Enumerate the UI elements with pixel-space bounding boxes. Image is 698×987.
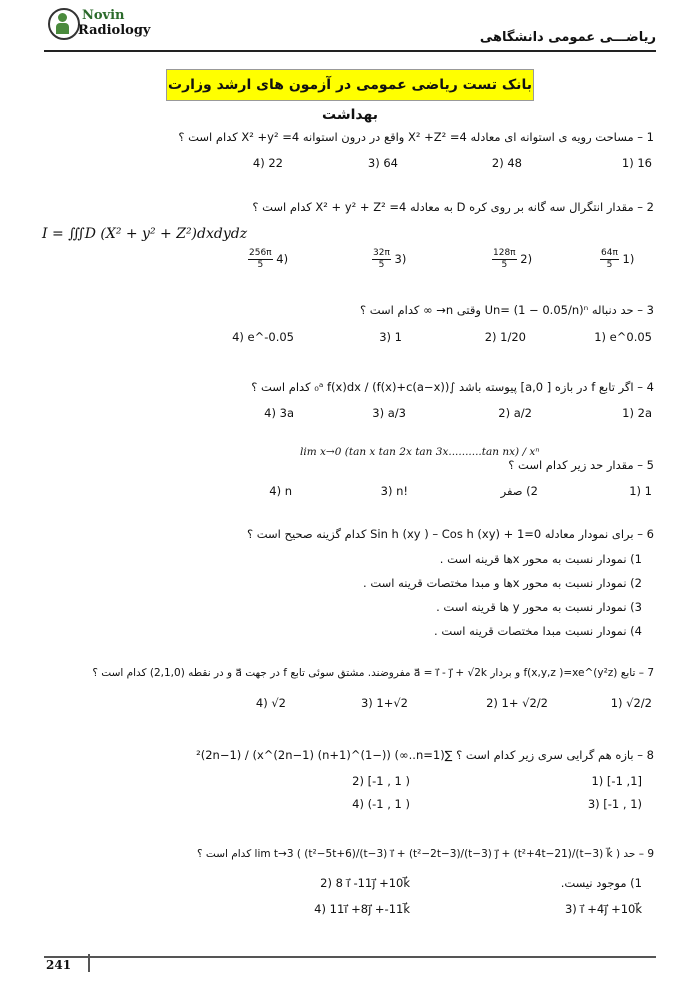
q1-option-4: 4) 22 — [252, 156, 283, 170]
q9-option-4: 4) 11i⃗ +8j⃗ +-11k⃗ — [314, 902, 410, 916]
q3-option-3: 3) 1 — [379, 330, 402, 344]
q9-option-2: 2) 8 i⃗ -11j⃗ +10k⃗ — [320, 876, 410, 890]
q2-option-1: $\frac{64\pi}{5}$ 1) — [601, 248, 635, 270]
q3-option-2: 2) 1/20 — [484, 330, 526, 344]
q4-option-4: 4) 3a — [264, 406, 294, 420]
q1-option-3: 3) 64 — [367, 156, 398, 170]
page-banner: بانک تست ریاضی عمومی در آزمون های ارشد وزارت بهداشت — [166, 69, 534, 101]
q7-option-1: 1) √2/2 — [610, 696, 652, 710]
question-3: 3 – حد دنباله Un= (1 − 0.05/n)ⁿ وقتی n→ ∞ کدام است ؟ — [359, 303, 654, 317]
logo-line1: Novin — [82, 8, 125, 23]
q3-option-4: 4) e^-0.05 — [232, 330, 294, 344]
question-4: 4 – اگر تابع f در بازه [ 0,a] پیوسته باشد ∫₀ᵃ f(x)dx / (f(x)+c(a−x)) کدام است ؟ — [251, 380, 654, 394]
q9-option-1: 1) موجود نیست. — [560, 876, 642, 890]
q7-option-3: 3) 1+√2 — [360, 696, 408, 710]
q7-option-4: 4) √2 — [255, 696, 286, 710]
q2-option-2: $\frac{128\pi}{5}$ 2) — [493, 248, 533, 270]
question-2: 2 – مقدار انتگرال سه گانه بر روی کره D به معادله X² + y² + Z² =4 کدام است ؟ — [252, 200, 654, 214]
q2-option-4: $\frac{256\pi}{5}$ 4) — [249, 248, 289, 270]
q4-option-2: 2) a/2 — [498, 406, 532, 420]
q5-option-3: 3) n! — [380, 484, 408, 498]
footer-divider — [44, 956, 656, 958]
question-5: 5 – مقدار حد زیر کدام است ؟ — [508, 458, 654, 472]
q1-option-2: 2) 48 — [491, 156, 522, 170]
q3-option-1: 1) e^0.05 — [594, 330, 652, 344]
footer-bar — [88, 954, 90, 972]
q8-option-2: 2) [-1 , 1 ) — [352, 774, 410, 788]
question-1: 1 – مساحت رویه ی استوانه ای معادله X² +Z² =4 واقع در درون استوانه X² +y² =4 کدام است ؟ — [178, 130, 654, 144]
q4-option-3: 3) a/3 — [372, 406, 406, 420]
q5-option-1: 1) 1 — [629, 484, 652, 498]
q6-option-2: 2) نمودار نسبت به محور xها و مبدا مختصات قرینه است . — [363, 576, 642, 590]
q8-option-3: 3) [-1 , 1) — [587, 797, 642, 811]
q6-option-1: 1) نمودار نسبت به محور xها قرینه است . — [439, 552, 642, 566]
q8-option-1: 1) [-1 ,1] — [591, 774, 642, 788]
question-6: 6 – برای نمودار معادله Sin h (xy ) – Cos h (xy) + 1=0 کدام گزینه صحیح است ؟ — [247, 527, 654, 541]
q1-option-1: 1) 16 — [621, 156, 652, 170]
q8-option-4: 4) (-1 , 1 ) — [352, 797, 410, 811]
q9-option-3: 3) i⃗ +4j⃗ +10k⃗ — [564, 902, 642, 916]
q5-option-4: 4) n — [269, 484, 292, 498]
question-8: 8 – بازه هم گرایی سری زیر کدام است ؟ ∑(n=1..∞) ((−1)^(n+1) x^(2n−1)) / (2n−1)² — [196, 748, 654, 762]
header-divider — [44, 50, 656, 52]
q6-option-3: 3) نمودار نسبت به محور y ها قرینه است . — [436, 600, 642, 614]
q2-option-3: $\frac{32\pi}{5}$ 3) — [373, 248, 407, 270]
q5-limit-expression: lim x→0 (tan x tan 2x tan 3x..........tan nx) / xⁿ — [300, 446, 540, 458]
header-title: ریاضـــی عمومی دانشگاهی — [479, 30, 656, 45]
q6-option-4: 4) نمودار نسبت مبدا مختصات قرینه است . — [434, 624, 642, 638]
q7-option-2: 2) 1+ √2/2 — [486, 696, 548, 710]
page-number: 241 — [46, 958, 72, 972]
q2-integral-formula: I = ∭D (X² + y² + Z²)dxdydz — [42, 226, 248, 242]
question-7: 7 – تابع f(x,y,z )=xe^(y²z) و بردار a⃗ = i⃗ - j⃗ + √2k مفروضند. مشتق سوئی تابع f در جهت a⃗ و در نقطه (2,1,0) کدام است ؟ — [92, 667, 654, 679]
question-9: 9 – حد lim t→3 ( (t²−5t+6)/(t−3) i⃗ + (t²−2t−3)/(t−3) j⃗ + (t²+4t−21)/(t−3) k⃗ ) کدام است ؟ — [196, 848, 654, 860]
q5-option-2: 2) صفر — [500, 484, 538, 498]
novin-radiology-logo — [48, 8, 158, 42]
logo-line2: Radiology — [78, 23, 151, 38]
q4-option-1: 1) 2a — [622, 406, 652, 420]
